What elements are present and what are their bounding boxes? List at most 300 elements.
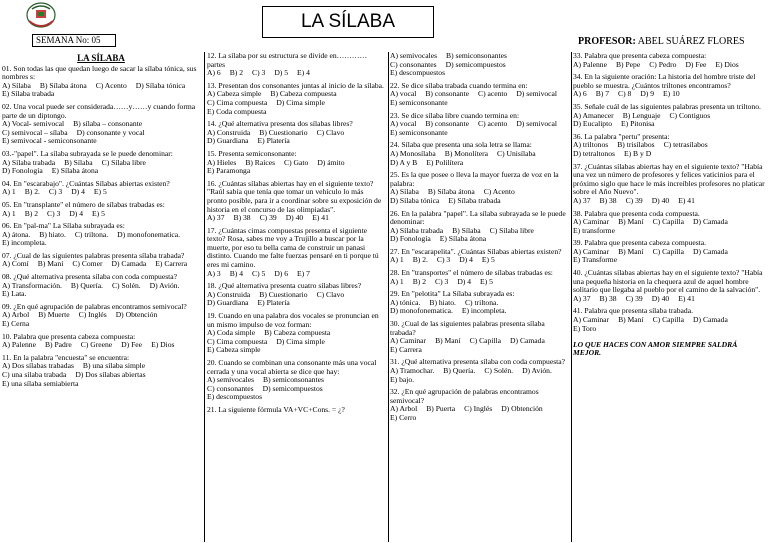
answer-option[interactable]: B) 2. [412, 255, 428, 265]
answer-option[interactable]: C) acento [478, 119, 508, 129]
answer-option[interactable]: D) semicompuestos [262, 383, 323, 393]
answer-option[interactable]: E) Toro [573, 323, 597, 333]
answer-option[interactable]: C) Contiguos [669, 110, 711, 120]
answer-option[interactable]: C) 39 [625, 293, 643, 303]
column-divider [571, 52, 572, 542]
answer-options [2, 311, 200, 328]
answer-option[interactable]: E) 41 [678, 195, 695, 205]
answer-option[interactable]: E) Polilítera [426, 157, 464, 167]
question-item [2, 180, 200, 197]
answer-options [2, 362, 200, 388]
answer-option[interactable]: A) tónica. [390, 297, 421, 307]
answer-option[interactable]: B) Cuestionario [259, 127, 308, 137]
answer-option[interactable]: B) Cabeza compuesta [264, 328, 331, 338]
answer-option[interactable]: B) Maní [618, 217, 644, 227]
answer-option[interactable]: A) Vocal- semivocal [2, 119, 65, 129]
answer-options [573, 316, 766, 333]
answer-option[interactable]: D) consonante y vocal [76, 127, 145, 137]
answer-option[interactable]: B) Lenguaje [622, 110, 661, 120]
question-text: 11. En la palabra "encuesta" se encuentra: [2, 352, 130, 362]
answer-option[interactable]: B) trisílabos [617, 140, 655, 150]
answer-option[interactable]: A) 37 [573, 195, 591, 205]
answer-option[interactable]: E) 5 [481, 255, 495, 265]
answer-option[interactable]: C) tetrasílabos [663, 140, 708, 150]
answer-options [390, 90, 568, 107]
answer-option[interactable]: E) Sílaba átona [51, 166, 99, 176]
question-item [207, 312, 385, 355]
answer-option[interactable]: C) acento [478, 89, 508, 99]
answer-option[interactable]: D) Dos sílabas abiertas [75, 370, 146, 379]
answer-option[interactable]: A) 6 [573, 89, 587, 99]
answer-option[interactable]: D) Sílaba tónica [390, 195, 440, 205]
answer-option[interactable]: A) Cabeza simple [207, 89, 262, 99]
answer-option[interactable]: E) semiconsonante [390, 127, 448, 137]
semana-label: SEMANA No: 05 [32, 34, 116, 47]
answer-option[interactable]: A) 37 [573, 293, 591, 303]
answer-option[interactable]: E) Dios [715, 59, 739, 69]
answer-option[interactable]: D) 6 [274, 268, 289, 278]
question-text: 12. La sílaba por su estructura se divide en………… partes [207, 52, 368, 69]
answer-option[interactable]: D) Eucalipto [573, 119, 613, 129]
answer-option[interactable]: B) Puerta [426, 404, 456, 414]
answer-option[interactable]: A) átona. [2, 229, 31, 239]
answer-option[interactable]: D) 9 [640, 89, 655, 99]
answer-option[interactable]: B) consonante [425, 89, 470, 99]
answer-option[interactable]: B) Cuestionario [259, 289, 308, 299]
question-item [390, 388, 568, 422]
answer-option[interactable]: B) semiconsonantes [263, 375, 324, 385]
answer-option[interactable]: E) 5 [93, 187, 107, 197]
answer-option[interactable]: A) vocal [390, 119, 417, 129]
answer-option[interactable]: A) Construida [207, 127, 251, 137]
answer-options [573, 112, 766, 129]
answer-option[interactable]: E) Pitonisa [621, 119, 655, 129]
answer-options [573, 90, 766, 99]
answer-option[interactable]: C) Sílaba libre [101, 157, 146, 167]
question-item [390, 248, 568, 265]
answer-option[interactable]: B) Sílaba [64, 157, 93, 167]
answer-option[interactable]: C) Solén. [484, 366, 514, 375]
question-item [573, 163, 766, 206]
answer-option[interactable]: A) semivocales [390, 52, 438, 60]
answer-option[interactable]: D) Camada [510, 336, 545, 346]
answer-options [573, 218, 766, 235]
answer-option[interactable]: E) Cerna [2, 319, 30, 329]
answer-option[interactable]: A) 37 [207, 213, 225, 223]
answer-option[interactable]: A) Transformación. [2, 280, 62, 290]
answer-option[interactable]: D) Fee [121, 340, 143, 350]
answer-option[interactable]: B) Sílaba átona [427, 187, 475, 197]
question-item [390, 290, 568, 316]
answer-option[interactable]: C) Cima compuesta [207, 336, 268, 346]
answer-option[interactable]: E) 10 [663, 89, 680, 99]
answer-option[interactable]: E) transforme [573, 225, 615, 235]
answer-option[interactable]: E) Carrera [155, 259, 188, 269]
question-item [2, 273, 200, 299]
answer-option[interactable]: D) Obtención [115, 310, 158, 320]
question-item [573, 239, 766, 265]
answer-option[interactable]: B) Padre [44, 340, 72, 350]
answer-option[interactable]: D) 40 [651, 293, 670, 303]
answer-option[interactable]: C) Acento [483, 187, 515, 197]
answer-options [207, 90, 385, 116]
answer-option[interactable]: B) 38 [599, 195, 617, 205]
answer-option[interactable]: B) Maní [618, 315, 644, 325]
answer-option[interactable]: D) monofonematica. [117, 229, 181, 239]
answer-option[interactable]: C) 3 [48, 187, 63, 197]
answer-option[interactable]: D) Camada [693, 246, 728, 256]
answer-option[interactable]: E) 5 [92, 208, 105, 218]
answer-option[interactable]: D) Guardiana [207, 298, 249, 308]
answer-option[interactable]: A) Sílaba [390, 187, 419, 197]
answer-options [390, 405, 568, 422]
question-text: 19. Cuando en una palabra dos vocales se pronuncian en un mismo impulso de voz forman: [207, 311, 379, 329]
answer-option[interactable]: D) 5 [274, 68, 289, 78]
answer-option[interactable]: E) bajo. [390, 374, 415, 384]
answer-option[interactable]: B) Cabeza compuesta [270, 89, 337, 99]
answer-option[interactable]: B) 4 [229, 268, 244, 278]
question-item [2, 354, 200, 388]
answer-option[interactable]: B) una sílaba simple [82, 361, 146, 371]
answer-option[interactable]: D) A y B [390, 157, 418, 167]
answer-option[interactable]: E) una sílaba semiabierta [2, 378, 79, 388]
answer-option[interactable]: C) una sílaba trabada [2, 370, 67, 379]
answer-option[interactable]: E) semiconsonante [390, 97, 448, 107]
answer-option[interactable]: C) Clavo [316, 289, 345, 299]
question-text: 26. En la palabra "papel". La sílaba subrayada se le puede denominar: [390, 208, 566, 227]
answer-options [2, 231, 200, 248]
answer-option[interactable]: A) triltonos [573, 140, 609, 150]
answer-options [2, 282, 200, 299]
answer-options [207, 270, 385, 279]
answer-option[interactable]: A) Amanecer [573, 110, 614, 120]
answer-option[interactable]: A) Caminar [573, 246, 610, 256]
answer-option[interactable]: D) Guardiana [207, 136, 249, 146]
answer-option[interactable]: A) 3 [207, 268, 221, 278]
question-text: 25. Es la que posee o lleva la mayor fuerza de voz en la palabra: [390, 170, 559, 188]
answer-option[interactable]: D) Fonología [2, 166, 43, 176]
answer-options [2, 159, 200, 176]
answer-option[interactable]: E) Transforme [573, 255, 618, 265]
answer-option[interactable]: D) 4 [71, 187, 85, 197]
answer-option[interactable]: D) 4 [69, 208, 84, 218]
answer-option[interactable]: A) Arbol [2, 310, 30, 320]
question-text: 23. Se dice sílaba libre cuando termina en: [390, 110, 520, 120]
question-item [207, 359, 385, 402]
answer-options [573, 61, 766, 70]
answer-option[interactable]: A) Comí [2, 259, 29, 269]
question-item [573, 307, 766, 333]
column-divider [388, 52, 389, 542]
answer-options [390, 227, 568, 244]
answer-option[interactable]: C) Clavo [316, 127, 345, 137]
answer-option[interactable]: B) 2. [24, 187, 40, 197]
question-text: 07. ¿Cual de las siguientes palabras presenta sílaba trabada? [2, 250, 185, 260]
answer-option[interactable]: D) 4 [459, 255, 473, 265]
question-item [2, 333, 200, 350]
question-text: 08. ¿Qué alternativa presenta sílaba con coda compuesta? [2, 272, 178, 282]
answer-option[interactable]: D) semivocal [516, 89, 558, 99]
answer-option[interactable]: B) Muerte [38, 310, 70, 320]
answer-option[interactable]: B) Raíces [245, 157, 276, 167]
question-text: 38. Palabra que presenta coda compuesta. [573, 208, 700, 218]
answer-option[interactable]: A) 1 [2, 187, 16, 197]
answer-option[interactable]: B) 2 [412, 276, 427, 286]
question-item [2, 303, 200, 329]
answer-options [390, 299, 568, 316]
answer-option[interactable]: C) Inglés [78, 310, 107, 320]
answer-option[interactable]: A) Sílaba trabada [2, 157, 56, 167]
answer-option[interactable]: A) Dos sílabas trabadas [2, 361, 74, 371]
answer-option[interactable]: B) 38 [599, 293, 617, 303]
answer-option[interactable]: C) 8 [618, 89, 632, 99]
question-item [390, 141, 568, 167]
question-item [207, 180, 385, 223]
answer-option[interactable]: B) semiconsonantes [446, 52, 507, 60]
answer-option[interactable]: B) Monolítera [444, 148, 489, 158]
page-title: LA SÍLABA [262, 6, 434, 38]
answer-options [2, 341, 200, 350]
question-text: 05. En "transplante" el número de sílabas trabadas es: [2, 199, 165, 209]
answer-option[interactable]: D) Avión. [522, 366, 552, 375]
answer-option[interactable]: A) Palenne [2, 340, 36, 350]
answer-option[interactable]: B) 7 [595, 89, 610, 99]
answer-option[interactable]: E) 41 [312, 213, 329, 223]
answer-options [390, 188, 568, 205]
answer-options [573, 295, 766, 304]
question-item [207, 52, 385, 78]
answer-option[interactable]: D) Fee [685, 59, 707, 69]
answer-option[interactable]: C) consonantes [207, 383, 254, 393]
answer-option[interactable]: A) Coda simple [207, 328, 256, 338]
column-divider [204, 52, 205, 542]
question-item [573, 269, 766, 303]
answer-option[interactable]: E) Cerro [390, 412, 417, 422]
column-1 [2, 52, 200, 542]
answer-option[interactable]: D) Obtención [501, 404, 543, 414]
section-title: LA SÍLABA [77, 53, 125, 63]
answer-option[interactable]: C) Gato [284, 157, 309, 167]
answer-options [573, 141, 766, 158]
answer-option[interactable]: B) Sílaba átona [39, 80, 87, 90]
answer-option[interactable]: A) 1 [390, 255, 404, 265]
answer-option[interactable]: D) 40 [285, 213, 304, 223]
answer-options [390, 367, 568, 384]
question-item [2, 201, 200, 218]
answer-option[interactable]: B) Maní [618, 246, 644, 256]
answer-option[interactable]: B) 2 [229, 68, 244, 78]
answer-option[interactable]: C) Cima compuesta [207, 97, 268, 107]
column-2 [207, 52, 385, 542]
answer-option[interactable]: D) Cima simple [276, 97, 325, 107]
question-text: 14. ¿Qué alternativa presenta dos sílabas libres? [207, 119, 353, 129]
answer-option[interactable]: C) Solén. [111, 280, 141, 290]
question-item [390, 269, 568, 286]
question-item [573, 103, 766, 129]
answer-option[interactable]: D) 4 [457, 276, 472, 286]
answer-option[interactable]: D) tetraltonos [573, 148, 615, 158]
answer-option[interactable]: B) Pepe [615, 59, 641, 69]
answer-option[interactable]: C) Unisílaba [497, 148, 536, 158]
answer-options [2, 82, 200, 99]
question-item [207, 227, 385, 279]
answer-options [207, 214, 385, 223]
answer-option[interactable]: E) incompleta. [461, 306, 507, 316]
answer-option[interactable]: D) ámito [317, 157, 345, 167]
answer-option[interactable]: A) 1 [2, 208, 16, 218]
answer-option[interactable]: B) consonante [425, 119, 470, 129]
column-3 [390, 52, 568, 542]
question-text: 02. Una vocal puede ser considerada……y……y cuando forma parte de un diptongo. [2, 101, 196, 120]
question-item [390, 112, 568, 138]
answer-option[interactable]: E) 5 [480, 276, 493, 286]
answer-option[interactable]: C) Capilla [652, 217, 685, 227]
answer-option[interactable]: C) 3 [435, 276, 449, 286]
school-logo [18, 1, 64, 29]
question-text: 32. ¿En qué agrupación de palabras encontramos semivocal? [390, 387, 539, 405]
answer-option[interactable]: A) semivocales [207, 375, 255, 385]
answer-option[interactable]: E) B y D [623, 148, 652, 158]
question-item [390, 320, 568, 354]
question-item [2, 150, 200, 176]
answer-option[interactable]: E) Sílaba trabada [448, 195, 501, 205]
answer-option[interactable]: B) 2 [24, 208, 39, 218]
answer-option[interactable]: D) Avión. [149, 280, 180, 290]
answer-option[interactable]: A) Tramochar. [390, 366, 435, 375]
answer-option[interactable]: B) Maní [435, 336, 461, 346]
answer-option[interactable]: E) Coda compuesta [207, 106, 267, 116]
question-item [390, 171, 568, 205]
answer-option[interactable]: C) Capilla [652, 315, 685, 325]
answer-options [207, 291, 385, 308]
answer-option[interactable]: E) Lata. [2, 289, 27, 299]
answer-option[interactable]: E) incompleta. [2, 238, 47, 248]
answer-option[interactable]: C) 3 [252, 68, 266, 78]
answer-option[interactable]: D) semicompuestos [445, 59, 506, 69]
answer-options [2, 188, 200, 197]
answer-option[interactable]: A) Caminar [390, 336, 427, 346]
answer-option[interactable]: E) Platería [257, 298, 290, 308]
answer-option[interactable]: D) semivocal [516, 119, 558, 129]
question-text: 16. ¿Cuántas sílabas abiertas hay en el siguiente texto? "Raúl sabía que tenía que tomar un vehículo lo más pronto posible, para ir a coordinar sobre su exposición de historia en el concurso de las olimpiadas". [207, 178, 382, 214]
answer-option[interactable]: D) Sílaba tónica [135, 80, 186, 90]
question-text: 21. La siguiente fórmula VA+VC+Cons. = ¿? [207, 404, 345, 414]
question-item [2, 103, 200, 146]
answer-option[interactable]: C) Capilla [652, 246, 685, 256]
answer-option[interactable]: A) 6 [207, 68, 221, 78]
answer-options [2, 210, 200, 219]
answer-option[interactable]: A) Sílaba [2, 80, 31, 90]
answer-option[interactable]: D) 40 [651, 195, 670, 205]
answer-option[interactable]: C) Acento [95, 80, 127, 90]
question-text: 24. Sílaba que presenta una sola letra se llama: [390, 140, 532, 150]
question-text: 36. La palabra "pertu" presenta: [573, 131, 670, 141]
answer-option[interactable]: C) 39 [625, 195, 643, 205]
profesor-name: ABEL SUÁREZ FLORES [637, 36, 745, 47]
answer-option[interactable]: B) hiato. [429, 297, 456, 307]
question-text: 13. Presentan dos consonantes juntas al inicio de la sílaba. [207, 80, 384, 90]
answer-option[interactable]: C) Sílaba libre [489, 225, 534, 235]
answer-option[interactable]: B) Maní [37, 259, 64, 269]
answer-option[interactable]: A) Monosílaba [390, 148, 436, 158]
answer-option[interactable]: C) Comer [72, 259, 103, 269]
answer-option[interactable]: C) 5 [252, 268, 266, 278]
answer-options [573, 248, 766, 265]
answer-option[interactable]: B) Sílaba [452, 225, 481, 235]
answer-options [207, 129, 385, 146]
answer-option[interactable]: A) vocal [390, 89, 417, 99]
answer-option[interactable]: E) Cabeza simple [207, 345, 261, 355]
answer-option[interactable]: E) Paramonga [207, 166, 251, 176]
answer-option[interactable]: B) Quería. [70, 280, 103, 290]
answer-option[interactable]: D) Camada [111, 259, 147, 269]
answer-option[interactable]: D) monofonematica. [390, 306, 453, 316]
answer-option[interactable]: A) Palenne [573, 59, 607, 69]
answer-option[interactable]: B) sílaba – consonante [73, 119, 143, 129]
answer-option[interactable]: D) Fonología [390, 234, 431, 244]
answer-options [390, 52, 568, 78]
answer-option[interactable]: E) Sílaba trabada [2, 89, 55, 99]
answer-option[interactable]: A) Caminar [573, 315, 610, 325]
answer-option[interactable]: C) semivocal – sílaba [2, 127, 68, 137]
answer-option[interactable]: E) 4 [297, 68, 310, 78]
question-item [573, 73, 766, 99]
answer-option[interactable]: E) descompuestos [390, 68, 446, 78]
answer-option[interactable]: B) Quería. [443, 366, 476, 375]
answer-option[interactable]: C) Capilla [469, 336, 502, 346]
answer-option[interactable]: E) Platería [257, 136, 290, 146]
answer-option[interactable]: D) Camada [693, 315, 728, 325]
answer-option[interactable]: E) 41 [678, 293, 695, 303]
question-text: 01. Son todas las que quedan luego de sacar la sílaba tónica, sus nombres s: [2, 63, 197, 82]
answer-option[interactable]: C) triltona. [464, 297, 499, 307]
answer-option[interactable]: D) Camada [693, 217, 728, 227]
answer-option[interactable]: C) 39 [259, 213, 277, 223]
answer-option[interactable]: E) descompuestos [207, 392, 263, 402]
answer-option[interactable]: C) 3 [47, 208, 61, 218]
answer-option[interactable]: B) 38 [233, 213, 251, 223]
answer-option[interactable]: B) hiato. [39, 229, 66, 239]
final-note: LO QUE HACES CON AMOR SIEMPRE SALDRÁ MEJOR. [573, 339, 738, 358]
answer-option[interactable]: A) Caminar [573, 217, 610, 227]
answer-option[interactable]: E) 7 [297, 268, 310, 278]
answer-option[interactable]: C) Inglés [464, 404, 493, 414]
answer-options [2, 120, 200, 146]
answer-option[interactable]: C) consonantes [390, 59, 437, 69]
answer-option[interactable]: A) Hieles [207, 157, 237, 167]
answer-option[interactable]: E) Dios [151, 340, 175, 350]
answer-option[interactable]: E) Sílaba átona [439, 234, 487, 244]
answer-option[interactable]: C) 3 [436, 255, 451, 265]
answer-options [390, 120, 568, 137]
question-item [390, 52, 568, 78]
answer-options [2, 260, 200, 269]
answer-option[interactable]: D) Cima simple [276, 336, 325, 346]
answer-option[interactable]: A) 1 [390, 276, 404, 286]
question-text: 33. Palabra que presenta cabeza compuesta: [573, 52, 707, 60]
answer-option[interactable]: E) Carrera [390, 344, 422, 354]
answer-option[interactable]: E) semivocal - semiconsonante [2, 136, 97, 146]
question-item [390, 82, 568, 108]
question-text: 18. ¿Qué alternativa presenta cuatro sílabas libres? [207, 281, 362, 291]
answer-option[interactable]: C) Pedro [649, 59, 677, 69]
answer-options [573, 197, 766, 206]
answer-option[interactable]: A) Arbol [390, 404, 418, 414]
answer-option[interactable]: A) Sílaba trabada [390, 225, 444, 235]
answer-option[interactable]: C) triltona. [74, 229, 109, 239]
answer-option[interactable]: A) Construida [207, 289, 251, 299]
answer-option[interactable]: C) Greene [80, 340, 113, 350]
